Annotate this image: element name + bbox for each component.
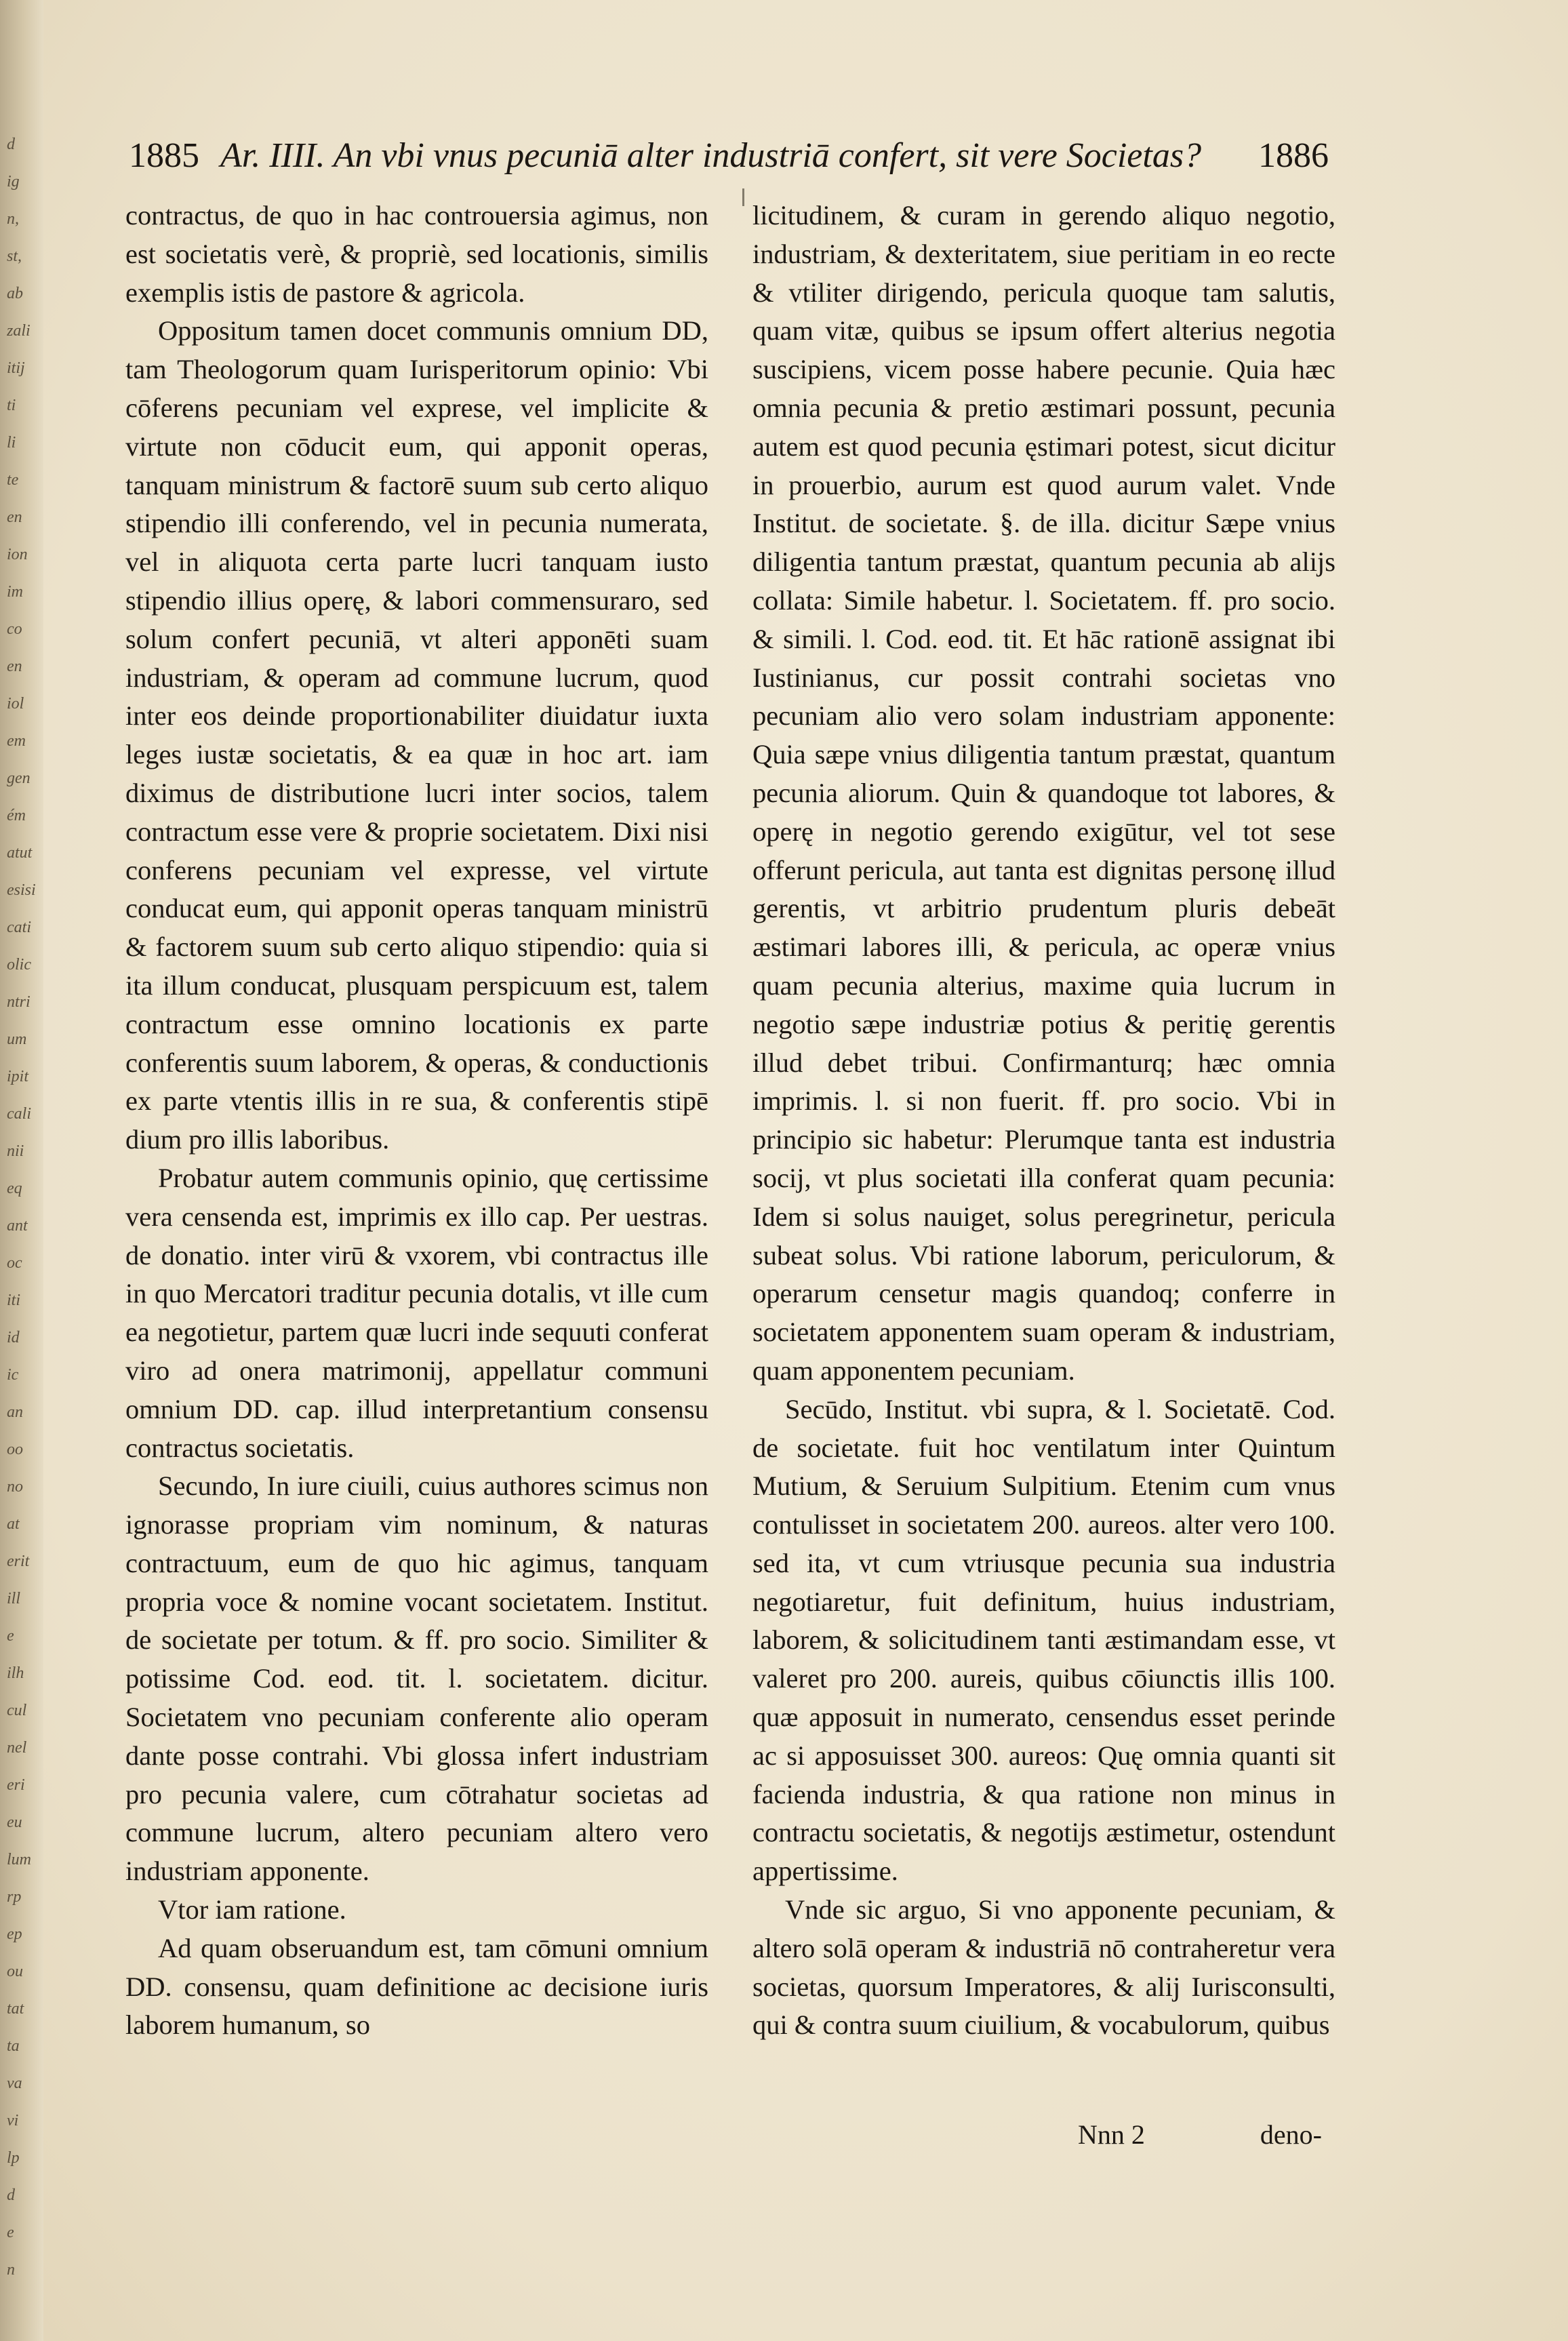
gutter-fragment: nii	[7, 1142, 24, 1160]
gutter-fragment: em	[7, 732, 26, 750]
gutter-fragment: ant	[7, 1217, 28, 1235]
gutter-fragment: ta	[7, 2037, 20, 2055]
gutter-fragment: ion	[7, 546, 28, 563]
gutter-fragment: tat	[7, 2000, 24, 2018]
footer-catchline	[1078, 2119, 1322, 2159]
gutter-fragment: iol	[7, 695, 24, 713]
signature-mark: Nnn 2	[1078, 2119, 1145, 2150]
gutter-fragment: esisi	[7, 881, 36, 899]
gutter-fragment: ig	[7, 173, 20, 191]
gutter-fragment: eu	[7, 1814, 22, 1831]
gutter-fragment: en	[7, 508, 22, 526]
running-title: Ar. IIII. An vbi vnus pecuniā alter industriā confert, sit vere Societas?	[220, 136, 1202, 175]
gutter-fragment: an	[7, 1403, 23, 1421]
gutter-fragment: st,	[7, 247, 22, 265]
gutter-fragment: cati	[7, 919, 31, 936]
gutter-fragment: gen	[7, 769, 31, 787]
gutter-fragment: itij	[7, 359, 25, 377]
paragraph: contractus, de quo in hac controuersia agimus, non est societatis verè, & propriè, sed locationis, similis exemplis istis de pastore & agricola.	[125, 200, 708, 308]
gutter-fragment: e	[7, 2224, 14, 2241]
gutter-fragment: te	[7, 471, 19, 489]
gutter-fragment: ilh	[7, 1664, 24, 1682]
gutter-fragment: e	[7, 1627, 14, 1645]
gutter-fragment: d	[7, 2186, 15, 2204]
gutter-fragment: ipit	[7, 1068, 29, 1085]
page-number-right: 1886	[1258, 136, 1329, 175]
paragraph: Oppositum tamen docet communis omnium DD, tam Theologorum quam Iurisperitorum opinio: Vbi cōferens pecuniam vel exprese, vel implicite & virtute non cōducit eum, qui apponit operas, tanquam ministrum & factorē suum sub certo aliquo stipendio illi conferendo, vel in pecunia numerata, vel in aliquota certa parte lucri tanquam iusto stipendio illius operę, & labori commensuraro, sed solum confert pecuniā, vt alteri apponēti suam industriam, & operam ad commune lucrum, quod inter eos deinde proportionabiliter diuidatur iuxta leges iustæ societatis, & ea quæ in hoc art. iam diximus de distributione lucri inter socios, talem contractum esse vere & proprie societatem. Dixi nisi conferens pecuniam vel expresse, vel virtute conducat eum, qui apponit operas tanquam ministrū & factorem suum sub certo aliquo stipendio: quia si ita illum conducat, plusquam perspicuum est, talem contractum esse omnino locationis ex parte conferentis suum laborem, & operas, & conductionis ex parte vtentis illis in re sua, & conferentis stipē dium pro illis laboribus.	[125, 315, 708, 1155]
paragraph: Vnde sic arguo, Si vno apponente pecuniam, & altero solā operam & industriā nō contraheretur vera societas, quorsum Imperatores, & alij Iurisconsulti, qui & contra suum ciuilium, & vocabulorum, quibus	[752, 1894, 1335, 2041]
paragraph: Vtor iam ratione.	[158, 1894, 346, 1925]
gutter-fragment: iti	[7, 1292, 21, 1309]
gutter-fragment: at	[7, 1515, 20, 1533]
gutter-fragment: ic	[7, 1366, 19, 1384]
gutter-fragment: lp	[7, 2149, 20, 2167]
gutter-fragment: ou	[7, 1963, 23, 1980]
gutter-fragment: erit	[7, 1553, 30, 1570]
gutter-fragment: oc	[7, 1254, 22, 1272]
gutter-fragment: n,	[7, 210, 19, 228]
gutter-fragment: ti	[7, 397, 16, 414]
gutter-fragment: ep	[7, 1925, 22, 1943]
right-column	[752, 197, 1335, 2045]
gutter-shadow	[0, 0, 43, 2341]
paragraph: Secundo, In iure ciuili, cuius authores scimus non ignorasse propriam vim nominum, & naturas contractuum, eum de quo hic agimus, tanquam propria voce & nomine vocant societatem. Institut. de societate per totum. & ff. pro socio. Similiter & potissime Cod. eod. tit. l. societatem. dicitur. Societatem vno pecuniam conferente alio operam dante posse contrahi. Vbi glossa infert industriam pro pecunia valere, cum cōtrahatur societas ad commune lucrum, altero pecuniam altero vero industriam apponente.	[125, 1470, 708, 1887]
gutter-fragment: nel	[7, 1739, 27, 1757]
gutter-fragment: co	[7, 620, 22, 638]
left-column	[125, 197, 708, 2045]
gutter-fragment: no	[7, 1478, 23, 1496]
gutter-fragment: ab	[7, 285, 23, 302]
running-head	[129, 136, 1329, 184]
gutter-fragment: eri	[7, 1776, 25, 1794]
gutter-fragment: n	[7, 2261, 15, 2279]
gutter-fragment: va	[7, 2075, 22, 2092]
gutter-fragment: atut	[7, 844, 33, 862]
gutter-fragment: um	[7, 1031, 27, 1048]
gutter-fragment: cul	[7, 1702, 27, 1719]
paragraph: licitudinem, & curam in gerendo aliquo negotio, industriam, & dexteritatem, siue peritiam in eo recte & vtiliter dirigendo, pericula quoque tam salutis, quam vitæ, quibus se ipsum offert alterius negotia suscipiens, vicem posse habere pecunie. Quia hæc omnia pecunia & pretio æstimari possunt, pecunia autem est quod pecunia ęstimari potest, sicut dicitur in prouerbio, aurum est quod aurum valet. Vnde Institut. de societate. §. de illa. dicitur Sæpe vnius diligentia tantum præstat, quantum pecunia ab alijs collata: Simile habetur. l. Societatem. ff. pro socio. & simili. l. Cod. eod. tit. Et hāc rationē assignat ibi Iustinianus, cur possit contrahi societas vno pecuniam alio vero solam industriam apponente: Quia sæpe vnius diligentia tantum præstat, quantum pecunia aliorum. Quin & quandoque tot labores, & operę in negotio gerendo exigūtur, vel tot sese offerunt pericula, aut tanta est dignitas personę illud gerentis, vt arbitrio prudentum pluris debeāt æstimari labores illi, & pericula, ac operæ vnius quam pecunia alterius, maxime quia lucrum in negotio sæpe industriæ potius & peritię gerentis illud debet tribui. Confirmanturq; hæc omnia imprimis. l. si non fuerit. ff. pro socio. Vbi in principio sic habetur: Plerumque tanta est industria socij, vt plus societati illa conferat quam pecunia: Idem si solus nauiget, solus peregrinetur, pericula subeat solus. Vbi ratione laborum, periculorum, & operarum censetur magis quandoq; conferre in societatem apponentem suam operam & industriam, quam apponentem pecuniam.	[752, 200, 1335, 1386]
gutter-fragment: ntri	[7, 993, 31, 1011]
gutter-fragment: li	[7, 434, 16, 452]
gutter-fragment: id	[7, 1329, 20, 1346]
gutter-fragment: cali	[7, 1105, 31, 1123]
paragraph: Secūdo, Institut. vbi supra, & l. Societatē. Cod. de societate. fuit hoc ventilatum inter Quintum Mutium, & Seruium Sulpitium. Etenim cum vnus contulisset in societatem 200. aureos. alter vero 100. sed ita, vt cum vtriusque pecunia sua industria negotiaretur, fuit definitum, huius industriam, laborem, & solicitudinem tanti æstimandam esse, vt valeret pro 200. aureis, quibus cōiunctis illis 100. quæ apposuit in numerato, censendus esset perinde ac si apposuisset 300. aureos: Quę omnia quanti sit facienda industria, & qua ratione non minus in contractu societatis, & negotijs æstimetur, ostendunt appertissime.	[752, 1393, 1335, 1887]
gutter-fragment: eq	[7, 1180, 22, 1197]
page-number-left: 1885	[129, 136, 199, 175]
gutter-fragment: lum	[7, 1851, 31, 1868]
gutter-fragment: oo	[7, 1441, 23, 1458]
gutter-fragment: zali	[7, 322, 31, 340]
paragraph: Probatur autem communis opinio, quę certissime vera censenda est, imprimis ex illo cap. Per uestras. de donatio. inter virū & vxorem, vbi contractus ille in quo Mercatori traditur pecunia dotalis, vt ille cum ea negotietur, partem quæ lucri inde sequuti conferat viro ad onera matrimonij, appellatur communi omnium DD. cap. illud interpretantium consensu contractus societatis.	[125, 1162, 708, 1463]
ink-mark	[742, 188, 744, 206]
gutter-fragment: im	[7, 583, 23, 601]
gutter-fragment: olic	[7, 956, 31, 974]
gutter-fragment: vi	[7, 2112, 19, 2129]
gutter-fragment: d	[7, 136, 15, 153]
gutter-fragment: ém	[7, 807, 26, 824]
gutter-fragment: en	[7, 658, 22, 675]
gutter-fragment: rp	[7, 1888, 22, 1906]
paragraph: Ad quam obseruandum est, tam cōmuni omnium DD. consensu, quam definitione ac decisione iuris laborem humanum, so	[125, 1932, 708, 2041]
catchword: deno-	[1260, 2119, 1322, 2150]
gutter-fragment: ill	[7, 1590, 21, 1607]
